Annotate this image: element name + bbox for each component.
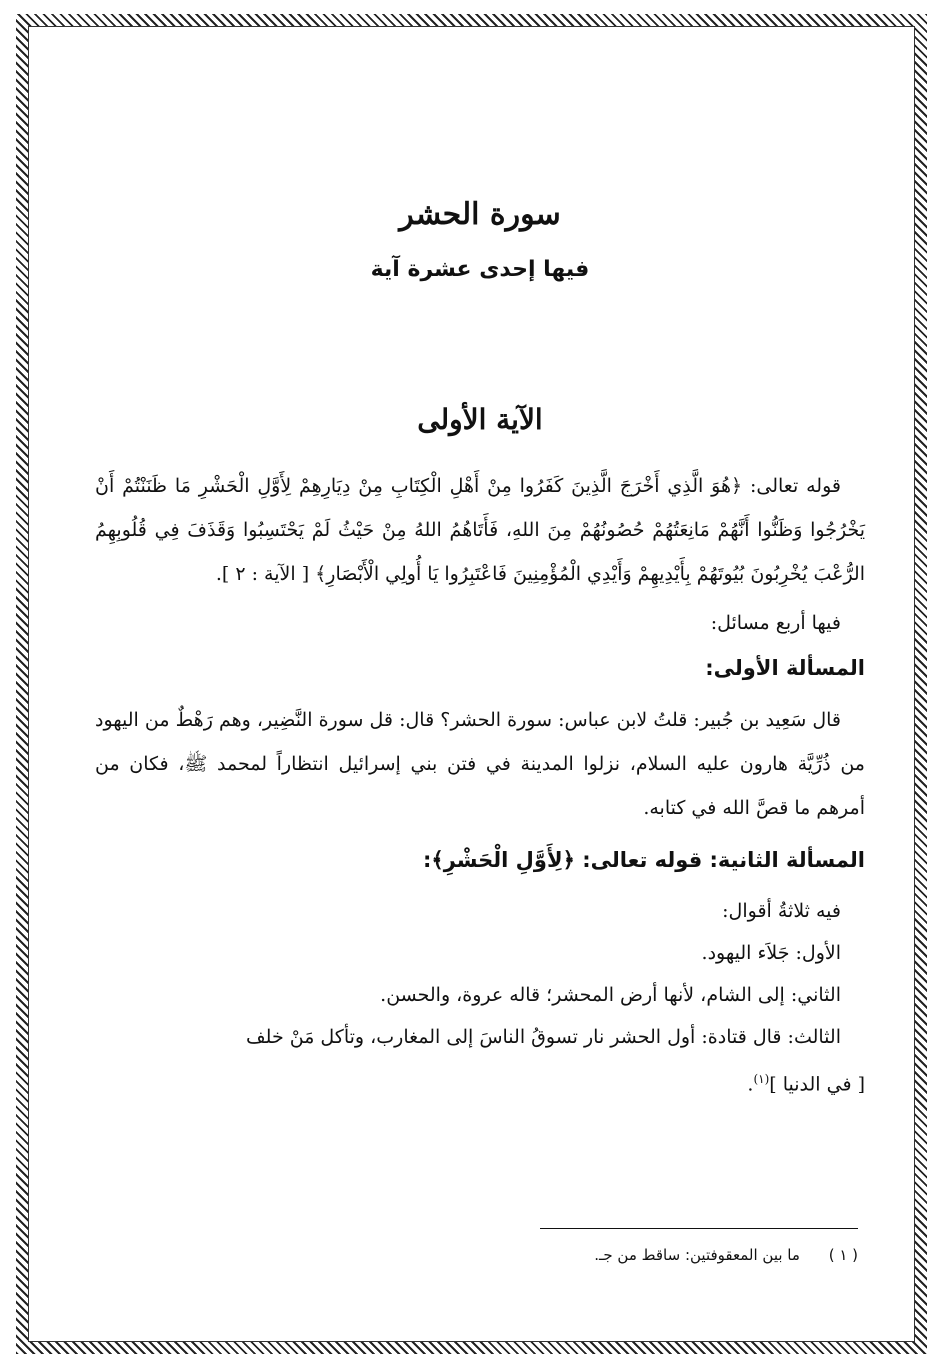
ayah-paragraph: قوله تعالى: ﴿هُوَ الَّذِي أَخْرَجَ الَّذِينَ كَفَرُوا مِنْ أَهْلِ الْكِتَابِ مِنْ دِيَارِهِمْ لِأَوَّلِ الْحَشْرِ مَا ظَنَنْتُمْ أَنْ يَخْرُجُوا وَظَنُّوا أَنَّهُمْ مَانِعَتُهُمْ حُصُونُهُمْ مِنَ اللهِ، فَأَتَاهُمُ اللهُ مِنْ حَيْثُ لَمْ يَحْتَسِبُوا وَقَذَفَ فِي قُلُوبِهِمُ الرُّعْبَ يُخْرِبُونَ بُيُوتَهُمْ بِأَيْدِيهِمْ وَأَيْدِي الْمُؤْمِنِينَ فَاعْتَبِرُوا يَا أُولِي الْأَبْصَارِ﴾ [ الآية : ٢ ]. bbox=[95, 475, 865, 585]
footnote-text: ما بين المعقوفتين: ساقط من جـ. bbox=[594, 1246, 800, 1264]
issue2-line: فيه ثلاثةُ أقوال: bbox=[722, 900, 841, 922]
issue2-line: الثاني: إلى الشام، لأنها أرض المحشر؛ قاله عروة، والحسن. bbox=[380, 984, 841, 1006]
footnote-number: ( ١ ) bbox=[828, 1246, 858, 1264]
footnote-marker: (١) bbox=[753, 1072, 770, 1086]
issue1-text: قال سَعِيد بن جُبير: قلتُ لابن عباس: سورة الحشر؟ قال: قل سورة النَّضِير، وهم رَهْطٌ من اليهود من ذُرِّيَّة هارون عليه السلام، نزلوا المدينة في فتن بني إسرائيل انتظاراً لمحمد ﷺ، فكان من أمرهم ما قصَّ الله في كتابه. bbox=[95, 709, 865, 819]
surah-subtitle: فيها إحدى عشرة آية bbox=[370, 257, 590, 282]
issue2-heading: المسألة الثانية: قوله تعالى: ﴿لِأَوَّلِ الْحَشْرِ﴾: bbox=[423, 848, 865, 872]
issues-intro: فيها أربع مسائل: bbox=[710, 612, 841, 634]
surah-title: سورة الحشر bbox=[399, 197, 561, 232]
footnote bbox=[540, 1246, 858, 1264]
issue1-heading: المسألة الأولى: bbox=[705, 656, 865, 680]
period: . bbox=[747, 1073, 754, 1096]
footnote-divider bbox=[540, 1228, 858, 1229]
page-content bbox=[95, 190, 865, 1105]
issue2-line: الثالث: قال قتادة: أول الحشر نار تسوقُ الناسَ إلى المغارب، وتأكل مَنْ خلف bbox=[245, 1026, 841, 1048]
issue2-line: الأول: جَلاَء اليهود. bbox=[701, 942, 841, 964]
issue2-last-line-text: [ في الدنيا ] bbox=[769, 1073, 865, 1096]
issue2-last-line bbox=[95, 1058, 865, 1105]
ayah-heading: الآية الأولى bbox=[417, 403, 543, 436]
